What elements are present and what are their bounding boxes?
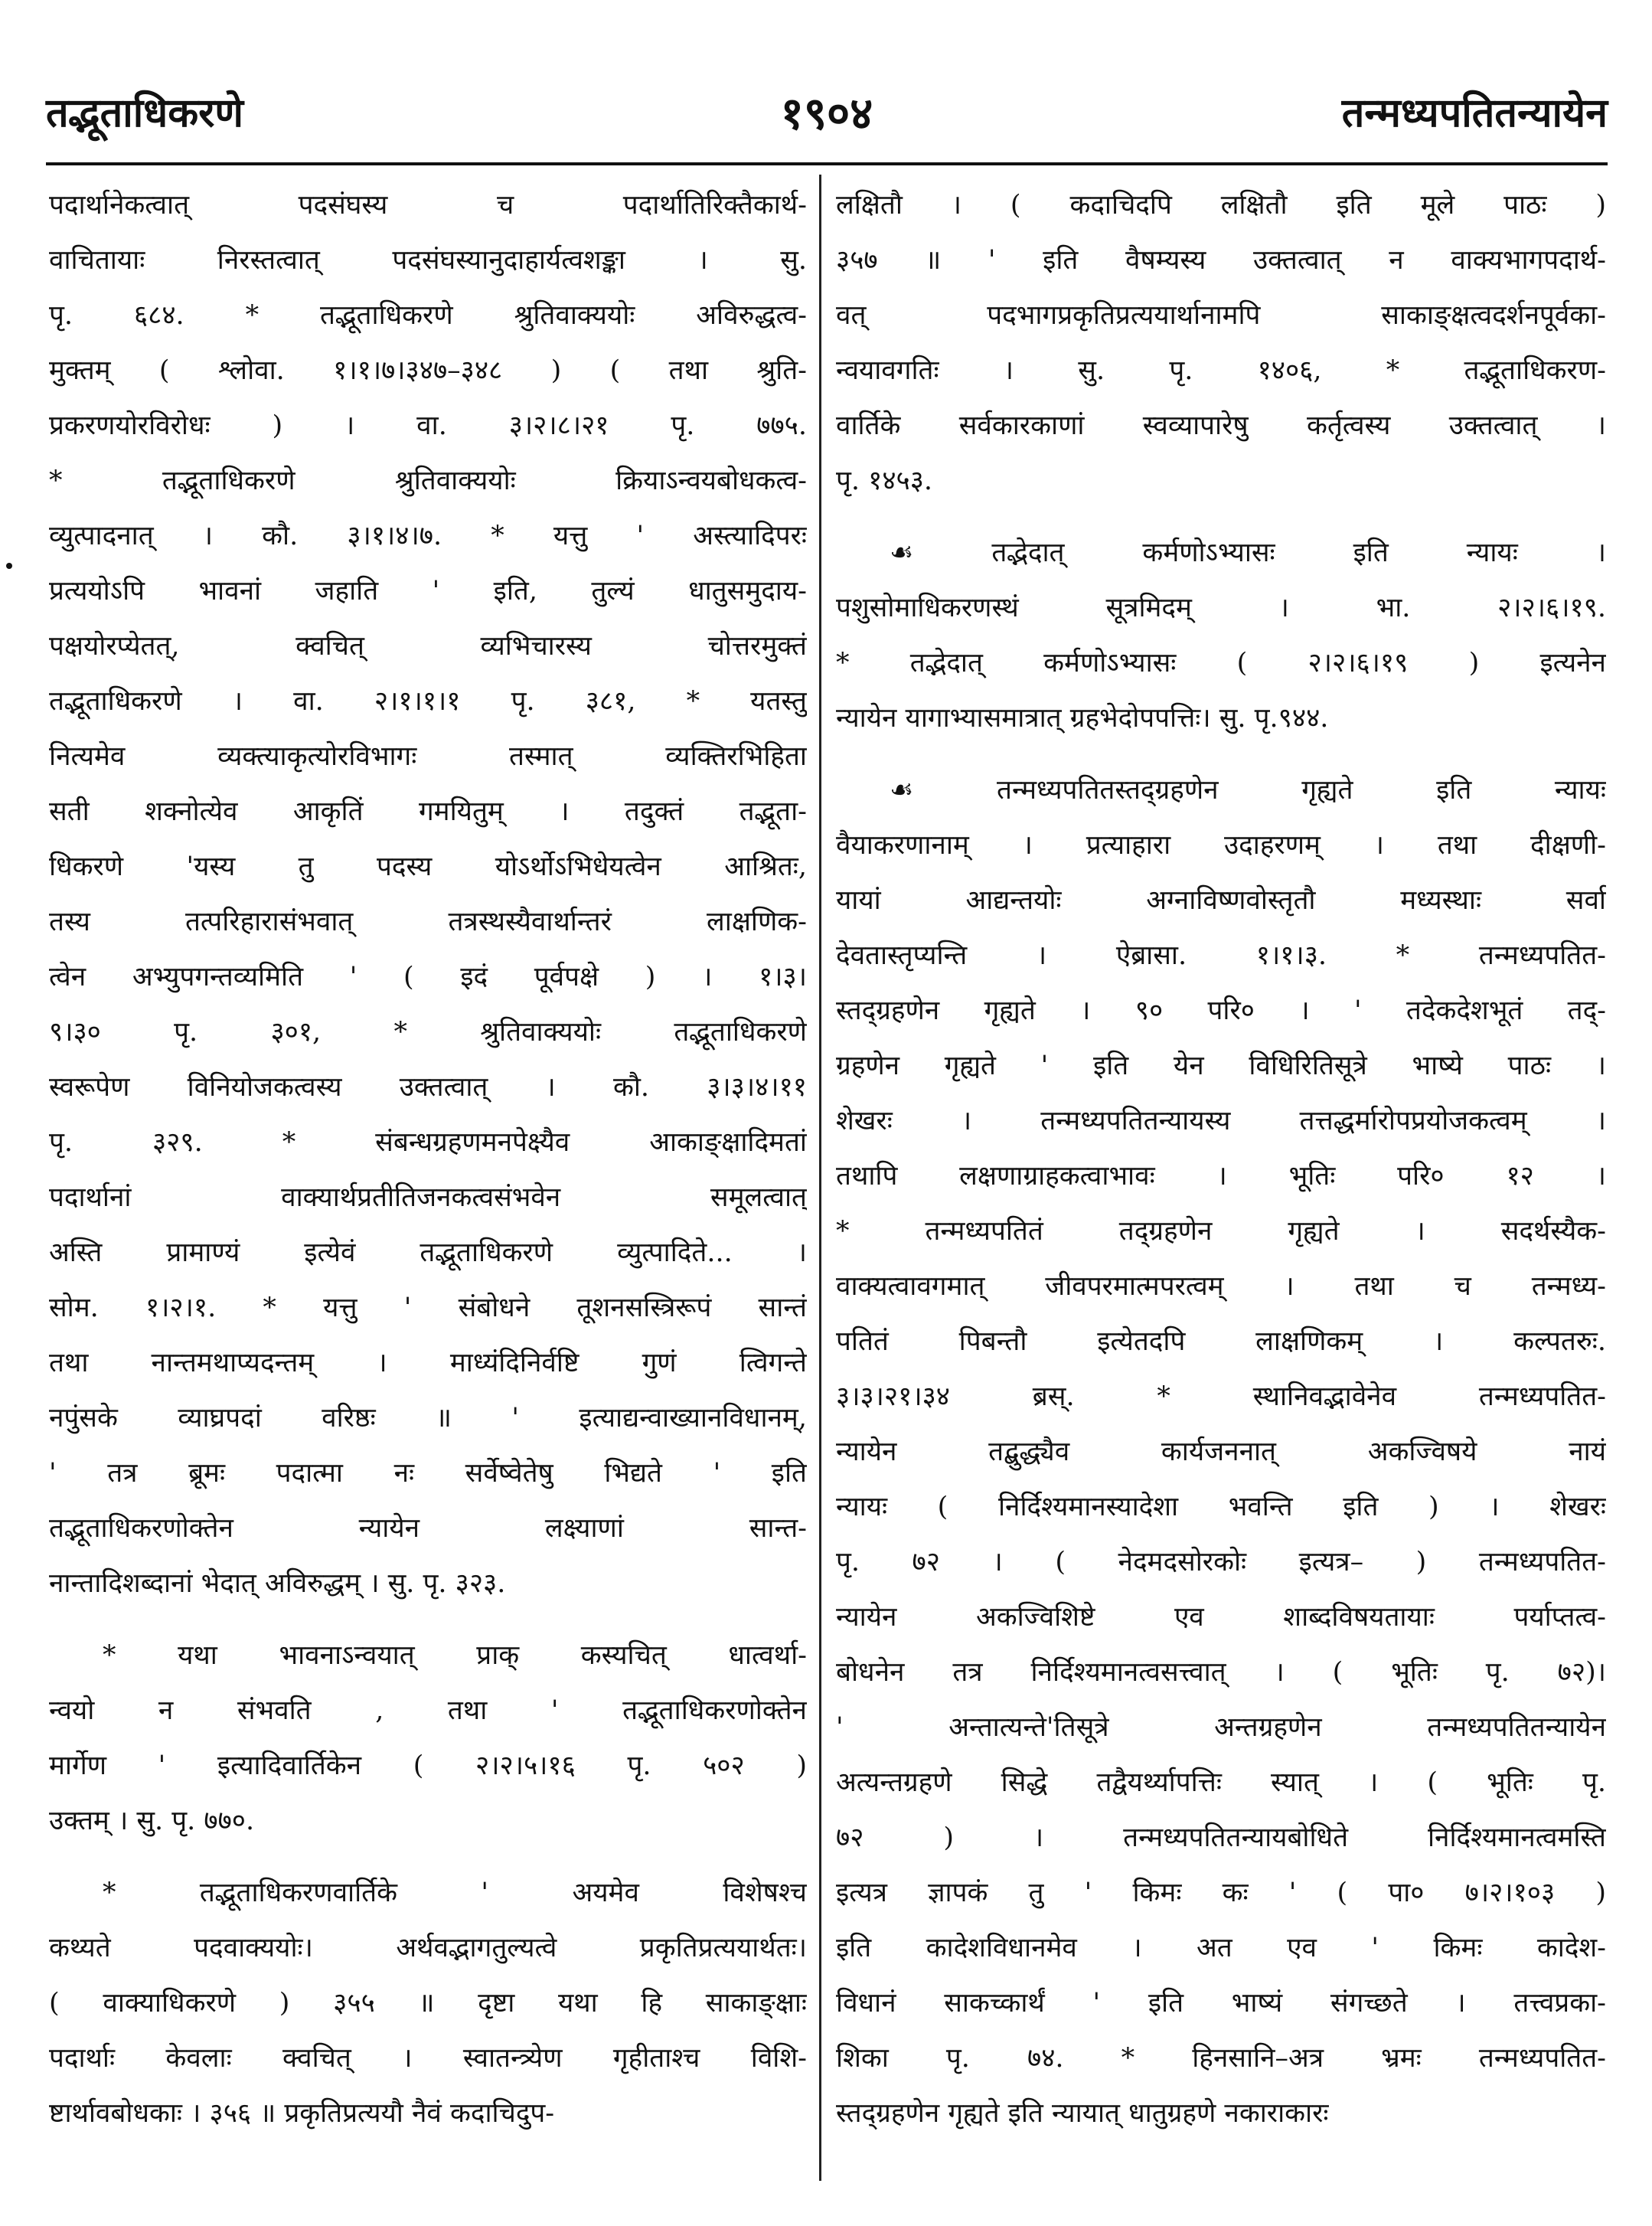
column-divider [819, 175, 821, 2181]
text-line: वाक्यत्वावगमात् जीवपरमात्मपरत्वम् । तथा च तन्मध्य- [836, 1271, 1606, 1302]
margin-dot [6, 563, 12, 569]
text-line: नपुंसके व्याघ्रपदां वरिष्ठः ॥ ' इत्याद्यन्वाख्यानविधानम्, [49, 1403, 807, 1433]
page-number: १९०४ [780, 87, 873, 139]
text-line: नित्यमेव व्यक्त्याकृत्योरविभागः तस्मात् व्यक्तिरभिहिता [49, 741, 807, 772]
text-line: * तद्भेदात् कर्मणोऽभ्यासः ( २।२।६।१९ ) इत्यनेन [836, 648, 1606, 678]
text-line: वार्तिके सर्वकारकाणां स्वव्यापारेषु कर्तृत्वस्य उक्तत्वात् । [836, 410, 1606, 441]
left-column [49, 178, 807, 2184]
paragraph [836, 178, 1606, 508]
paragraph [49, 1628, 807, 1848]
text-line: पृ. १४५३. [836, 466, 933, 496]
text-line: देवतास्तृप्यन्ति । ऐब्रासा. १।१।३. * तन्मध्यपतित- [836, 940, 1606, 971]
text-line: तद्भूताधिकरणोक्तेन न्यायेन लक्ष्याणां सान्त- [49, 1513, 807, 1544]
text-line: न्यायेन अकज्विशिष्टे एव शाब्दविषयतायाः पर्याप्तत्व- [836, 1602, 1606, 1633]
text-line: बोधनेन तत्र निर्दिश्यमानत्वसत्त्वात् । ( भूतिः पृ. ७२)। [836, 1657, 1606, 1688]
paragraph [836, 525, 1606, 746]
running-head-left: तद्भूताधिकरणे [46, 90, 244, 136]
text-line: तद्भूताधिकरणे । वा. २।१।१।१ पृ. ३८१, * यतस्तु [49, 686, 807, 717]
paragraph [49, 1865, 807, 2141]
right-column [836, 178, 1606, 2184]
text-line: पृ. ६८४. * तद्भूताधिकरणे श्रुतिवाक्ययोः अविरुद्धत्व- [49, 300, 807, 331]
text-line: वैयाकरणानाम् । प्रत्याहारा उदाहरणम् । तथा दीक्षणी- [836, 830, 1606, 861]
text-line: ☙ तन्मध्यपतितस्तद्ग्रहणेन गृह्यते इति न्यायः [890, 775, 1606, 806]
text-line: * तद्भूताधिकरणवार्तिके ' अयमेव विशेषश्च [103, 1878, 807, 1908]
text-line: शेखरः । तन्मध्यपतितन्यायस्य तत्तद्धर्मारोपप्रयोजकत्वम् । [836, 1106, 1606, 1136]
text-line: ☙ तद्भेदात् कर्मणोऽभ्यासः इति न्यायः । [890, 538, 1606, 568]
text-line: नान्तादिशब्दानां भेदात् अविरुद्धम् । सु. पृ. ३२३. [49, 1568, 506, 1599]
text-line: न्वयो न संभवति , तथा ' तद्भूताधिकरणोक्तेन [49, 1695, 807, 1726]
text-line: ग्रहणेन गृह्यते ' इति येन विधिरितिसूत्रे भाष्ये पाठः । [836, 1051, 1606, 1081]
text-line: तथा नान्तमथाप्यदन्तम् । माध्यंदिनिर्वष्टि गुणं त्विगन्ते [49, 1348, 807, 1378]
text-line: न्यायेन तद्बुद्ध्यैव कार्यजननात् अकज्विषये नायं [836, 1437, 1606, 1467]
text-line: तथापि लक्षणाग्राहकत्वाभावः । भूतिः परि० १२ । [836, 1161, 1606, 1191]
text-line: पदार्थानां वाक्यार्थप्रतीतिजनकत्वसंभवेन समूलत्वात् [49, 1182, 807, 1213]
paragraph [836, 763, 1606, 2141]
text-line: सोम. १।२।१. * यत्तु ' संबोधने तूशनसस्त्रिरूपं सान्तं [49, 1293, 807, 1323]
text-line: ३५७ ॥ ' इति वैषम्यस्य उक्तत्वात् न वाक्यभागपदार्थ- [836, 245, 1606, 276]
text-line: त्वेन अभ्युपगन्तव्यमिति ' ( इदं पूर्वपक्षे ) । १।३। [49, 962, 807, 992]
text-line: विधानं साकच्कार्थं ' इति भाष्यं संगच्छते । तत्त्वप्रका- [836, 1988, 1606, 2018]
text-line: अस्ति प्रामाण्यं इत्येवं तद्भूताधिकरणे व्युत्पादिते... । [49, 1237, 807, 1268]
text-line: स्वरूपेण विनियोजकत्वस्य उक्तत्वात् । कौ. ३।३।४।११ [49, 1072, 807, 1103]
header-rule [46, 162, 1608, 165]
text-line: ९।३० पृ. ३०१, * श्रुतिवाक्ययोः तद्भूताधिकरणे [49, 1017, 807, 1048]
text-line: ' तत्र ब्रूमः पदात्मा नः सर्वेष्वेतेषु भिद्यते ' इति [49, 1458, 807, 1489]
text-line: लक्षितौ । ( कदाचिदपि लक्षितौ इति मूले पाठः ) [836, 190, 1606, 221]
text-line: अत्यन्तग्रहणे सिद्धे तद्वैयर्थ्यापत्तिः स्यात् । ( भूतिः पृ. [836, 1767, 1606, 1798]
text-line: व्युत्पादनात् । कौ. ३।१।४।७. * यत्तु ' अस्त्यादिपरः [49, 521, 807, 551]
text-line: ७२ ) । तन्मध्यपतितन्यायबोधिते निर्दिश्यमानत्वमस्ति [836, 1822, 1606, 1853]
text-line: यायां आद्यन्तयोः अग्नाविष्णवोस्तृतौ मध्यस्थाः सर्वा [836, 885, 1606, 916]
text-line: न्यायेन यागाभ्यासमात्रात् ग्रहभेदोपपत्तिः। सु. पृ.९४४. [836, 703, 1329, 734]
text-line: सती शक्नोत्येव आकृतिं गमयितुम् । तदुक्तं तद्भूता- [49, 796, 807, 827]
text-line: * तद्भूताधिकरणे श्रुतिवाक्ययोः क्रियाऽन्वयबोधकत्व- [49, 466, 807, 496]
text-line: मार्गेण ' इत्यादिवार्तिकेन ( २।२।५।१६ पृ. ५०२ ) [49, 1750, 807, 1781]
text-line: धिकरणे 'यस्य तु पदस्य योऽर्थोऽभिधेयत्वेन आश्रितः, [49, 852, 807, 882]
text-line: पशुसोमाधिकरणस्थं सूत्रमिदम् । भा. २।२।६।१९. [836, 593, 1606, 623]
text-line: इत्यत्र ज्ञापकं तु ' किमः कः ' ( पा० ७।२।१०३ ) [836, 1878, 1606, 1908]
text-line: पतितं पिबन्तौ इत्येतदपि लाक्षणिकम् । कल्पतरुः. [836, 1326, 1606, 1357]
text-line: पृ. ३२९. * संबन्धग्रहणमनपेक्ष्यैव आकाङ्क्षादिमतां [49, 1127, 807, 1158]
text-line: न्वयावगतिः । सु. पृ. १४०६, * तद्भूताधिकरण- [836, 355, 1606, 386]
text-line: वाचितायाः निरस्तत्वात् पदसंघस्यानुदाहार्यत्वशङ्का । सु. [49, 245, 807, 276]
text-line: * यथा भावनाऽन्वयात् प्राक् कस्यचित् धात्वर्था- [103, 1640, 807, 1671]
text-line: वत् पदभागप्रकृतिप्रत्ययार्थानामपि साकाङ्क्षत्वदर्शनपूर्वका- [836, 300, 1606, 331]
text-line: पदार्थाः केवलाः क्वचित् । स्वातन्त्र्येण गृहीताश्च विशि- [49, 2043, 807, 2074]
text-line: पक्षयोरप्येतत्, क्वचित् व्यभिचारस्य चोत्तरमुक्तं [49, 631, 807, 662]
text-line: तस्य तत्परिहारासंभवात् तत्रस्थस्यैवार्थान्तरं लाक्षणिक- [49, 907, 807, 937]
text-line: ष्टार्थावबोधकाः । ३५६ ॥ प्रकृतिप्रत्ययौ नैवं कदाचिदुप- [49, 2098, 555, 2129]
text-line: शिका पृ. ७४. * हिनसानि–अत्र भ्रमः तन्मध्यपतित- [836, 2043, 1606, 2074]
text-line: पदार्थानेकत्वात् पदसंघस्य च पदार्थातिरिक्तैकार्थ- [49, 190, 807, 221]
text-line: उक्तम् । सु. पृ. ७७०. [49, 1806, 255, 1836]
paragraph [49, 178, 807, 1611]
text-line: पृ. ७२ । ( नेदमदसोरकोः इत्यत्र– ) तन्मध्यपतित- [836, 1547, 1606, 1577]
page-header [46, 83, 1608, 152]
text-line: प्रत्ययोऽपि भावनां जहाति ' इति, तुल्यं धातुसमुदाय- [49, 576, 807, 606]
text-line: ३।३।२१।३४ ब्रस्. * स्थानिवद्भावेनेव तन्मध्यपतित- [836, 1381, 1606, 1412]
text-line: * तन्मध्यपतितं तद्ग्रहणेन गृह्यते । सदर्थस्यैक- [836, 1216, 1606, 1247]
text-line: न्यायः ( निर्दिश्यमानस्यादेशा भवन्ति इति ) । शेखरः [836, 1492, 1606, 1522]
text-line: कथ्यते पदवाक्ययोः। अर्थवद्भागतुल्यत्वे प्रकृतिप्रत्ययार्थतः। [49, 1933, 807, 1963]
text-line: ( वाक्याधिकरणे ) ३५५ ॥ दृष्टा यथा हि साकाङ्क्षाः [49, 1988, 807, 2018]
text-line: स्तद्ग्रहणेन गृह्यते । ९० परि० । ' तदेकदेशभूतं तद्- [836, 995, 1606, 1026]
text-line: ' अन्तात्यन्ते'तिसूत्रे अन्तग्रहणेन तन्मध्यपतितन्यायेन [836, 1712, 1606, 1743]
text-line: मुक्तम् ( श्लोवा. १।१।७।३४७–३४८ ) ( तथा श्रुति- [49, 355, 807, 386]
running-head-right: तन्मध्यपतितन्यायेन [1341, 90, 1608, 136]
text-line: इति कादेशविधानमेव । अत एव ' किमः कादेश- [836, 1933, 1606, 1963]
text-line: प्रकरणयोरविरोधः ) । वा. ३।२।८।२१ पृ. ७७५. [49, 410, 807, 441]
text-line: स्तद्ग्रहणेन गृह्यते इति न्यायात् धातुग्रहणे नकाराकारः [836, 2098, 1329, 2129]
